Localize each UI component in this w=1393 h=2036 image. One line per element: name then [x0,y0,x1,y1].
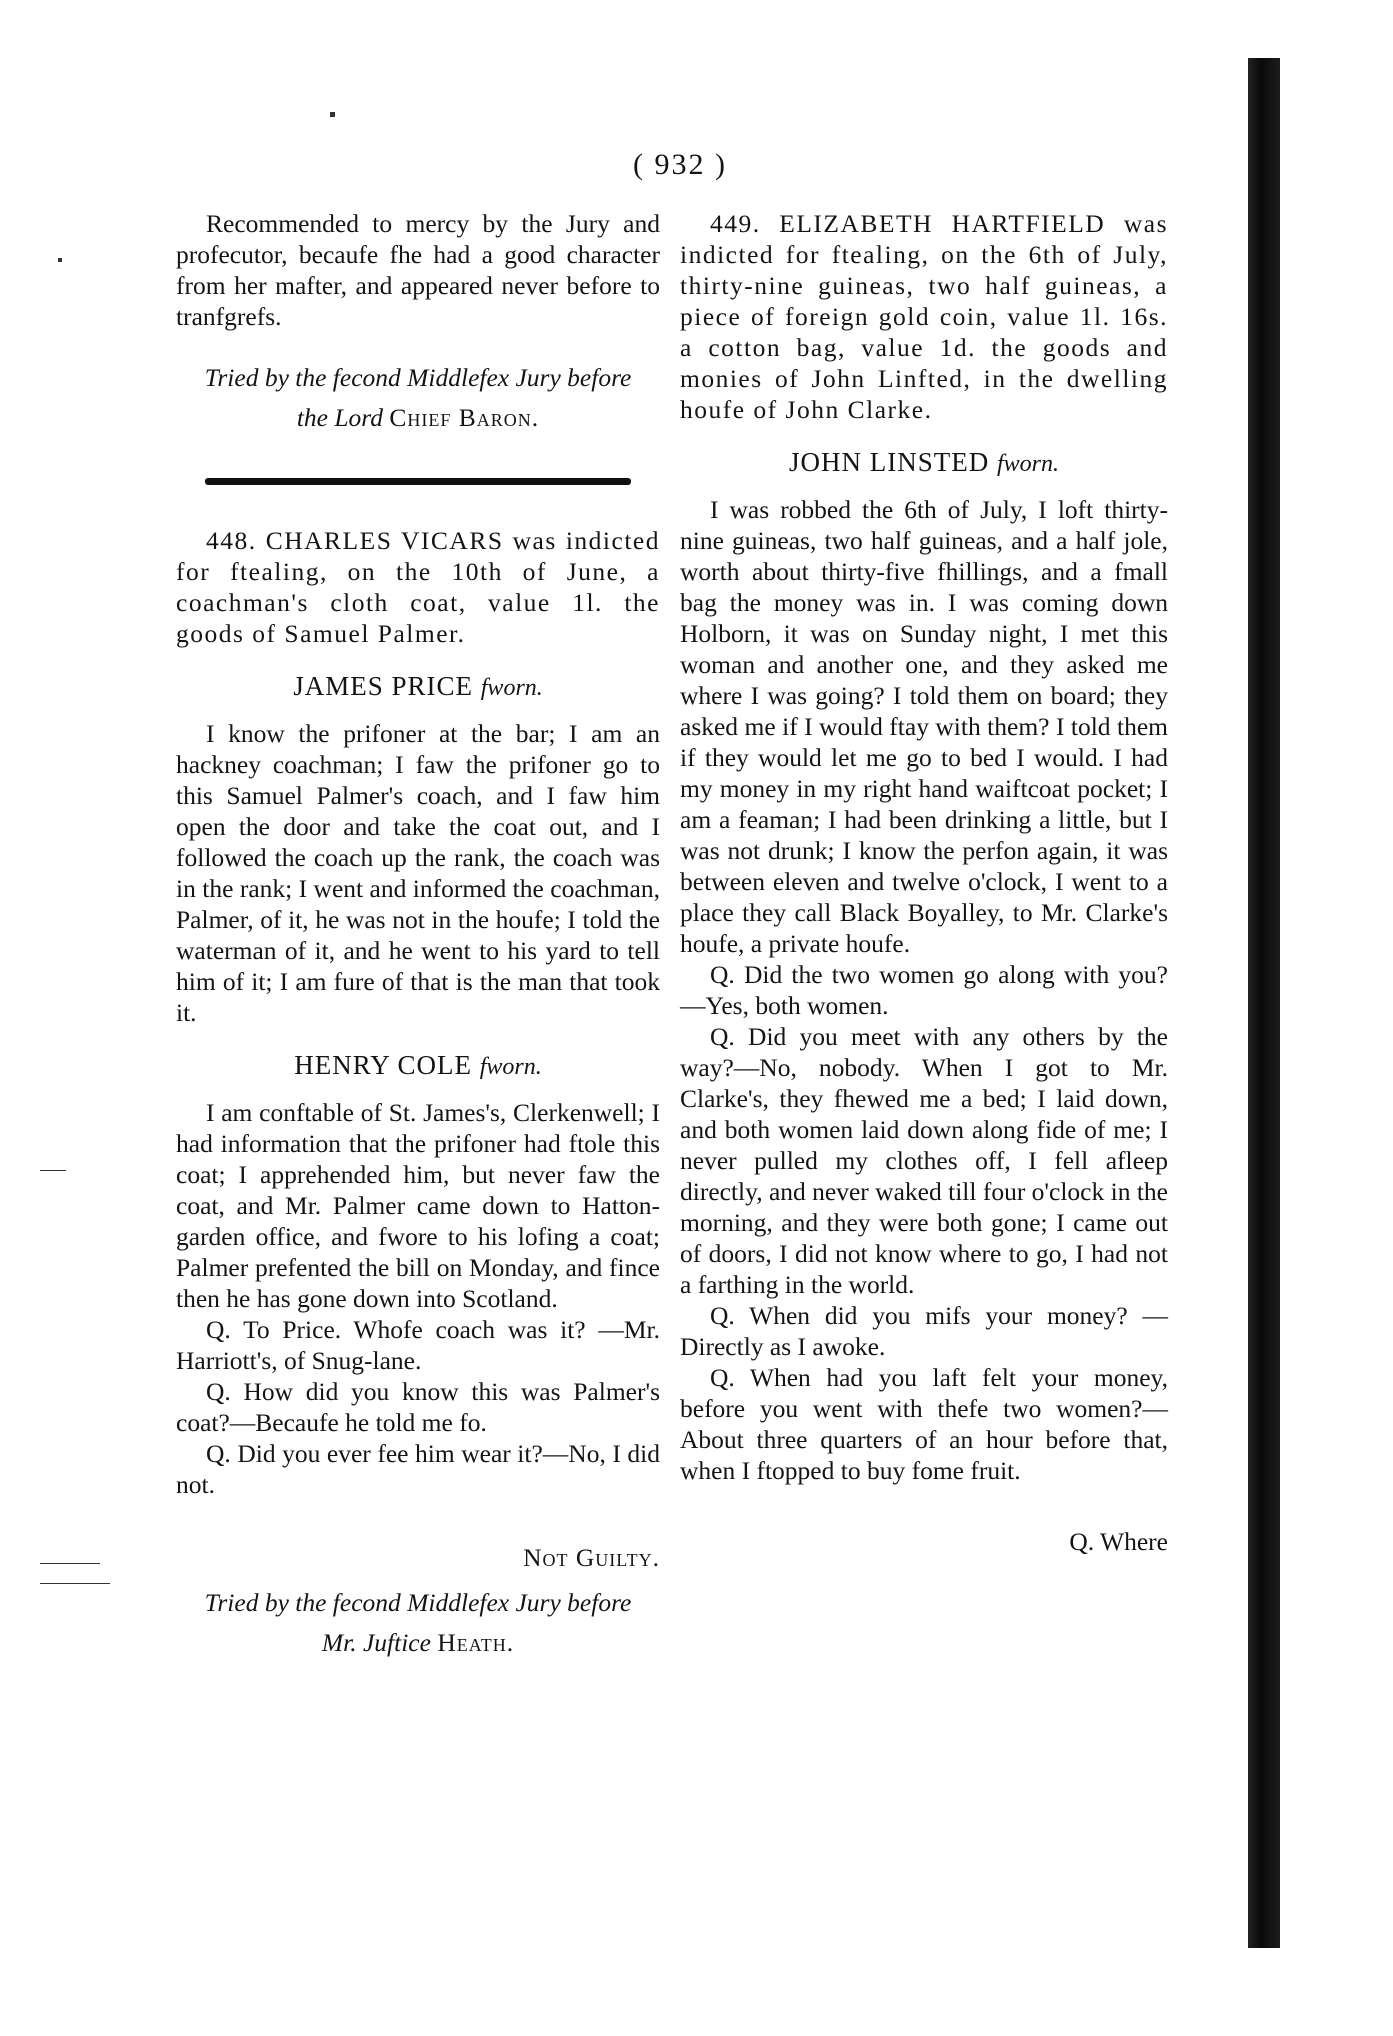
trial-note-2-prefix: Mr. Juftice [321,1628,431,1657]
case-448-indictment: 448. CHARLES VICARS was indicted for ftealing, on the 10th of June, a coachman's cloth coat, value 1l. the goods of Samuel Palmer. [176,526,660,648]
testimony-cole: I am conftable of St. James's, Clerkenwell; I had information that the prifoner had ftole this coat; I apprehended him, but never faw the coat, and Mr. Palmer came down to Hatton-garden office, and fwore to his lofing a coat; Palmer prefented the bill on Monday, and fince then he has gone down into Scotland. [176,1098,660,1313]
sworn-label: fworn. [996,451,1059,477]
catchword: Q. Where [1069,1527,1168,1556]
question-4: Q. When had you laft felt your money, before you went with thefe two women?— About three quarters of an hour before that, when I ftopped to buy fome fruit. [680,1363,1168,1485]
trial-note-1-line-1: Tried by the fecond Middlefex Jury before [204,363,632,392]
trial-note-2-line-2 [176,1623,660,1663]
margin-mark [40,1583,110,1584]
witness-heading-cole [176,1050,660,1083]
verdict: Not Guilty. [523,1543,660,1572]
ink-speck [58,258,62,262]
question-3: Q. Did you ever fee him wear it?—No, I did not. [176,1439,660,1499]
sworn-label: fworn. [479,1054,542,1080]
question-3: Q. When did you mifs your money? —Directly as I awoke. [680,1301,1168,1361]
page-number: ( 932 ) [633,148,727,181]
section-divider [205,478,631,485]
right-column [680,208,1168,1557]
case-449-indictment: 449. ELIZABETH HARTFIELD was indicted for ftealing, on the 6th of July, thirty-nine guineas, two half guineas, a piece of foreign gold coin, value 1l. 16s. a cotton bag, value 1d. the goods and monies of John Linfted, in the dwelling houfe of John Clarke. [680,209,1168,424]
left-column [176,208,660,1663]
witness-name-linsted: JOHN LINSTED [788,447,990,477]
ink-speck [330,112,335,117]
witness-name-cole: HENRY COLE [294,1050,472,1080]
trial-note-1-judge: Chief Baron. [389,403,540,432]
trial-note-2 [176,1583,660,1663]
testimony-linsted: I was robbed the 6th of July, I loft thirty-nine guineas, two half guineas, and a half jole, worth about thirty-five fhillings, and a fmall bag the money was in. I was coming down Holborn, it was on Sunday night, I met this woman and another one, and they asked me where I was going? I told them on board; they asked me if I would ftay with them? I told them if they would let me go to bed I would. I had my money in my right hand waiftcoat pocket; I am a feaman; I had been drinking a little, but I was not drunk; I know the perfon again, it was between eleven and twelve o'clock, I went to a place they call Black Boyalley, to Mr. Clarke's houfe, a private houfe. [680,495,1168,958]
trial-note-1-line-2 [176,398,660,438]
question-1: Q. Did the two women go along with you?—Yes, both women. [680,960,1168,1020]
sworn-label: fworn. [480,675,543,701]
witness-heading-linsted [680,447,1168,480]
recommendation-paragraph: Recommended to mercy by the Jury and profecutor, becaufe fhe had a good character from her mafter, and appeared never before to tranfgrefs. [176,209,660,331]
question-2: Q. How did you know this was Palmer's coat?—Becaufe he told me fo. [176,1377,660,1437]
trial-note-1-prefix: the Lord [296,403,384,432]
trial-note-2-line-1: Tried by the fecond Middlefex Jury before [204,1588,632,1617]
witness-name-price: JAMES PRICE [293,671,474,701]
margin-mark [40,1563,100,1564]
trial-note-1 [176,358,660,438]
question-2: Q. Did you meet with any others by the way?—No, nobody. When I got to Mr. Clarke's, they fhewed me a bed; I laid down, and both women laid down along fide of me; I never pulled my clothes off, I fell afleep directly, and never waked till four o'clock in the morning, and they were both gone; I came out of doors, I did not know where to go, I had not a farthing in the world. [680,1022,1168,1299]
testimony-price: I know the prifoner at the bar; I am an hackney coachman; I faw the prifoner go to this Samuel Palmer's coach, and I faw him open the door and take the coat out, and I followed the coach up the rank, the coach was in the rank; I went and informed the coachman, Palmer, of it, he was not in the houfe; I told the waterman of it, and he went to his yard to tell him of it; I am fure of that is the man that took it. [176,719,660,1027]
margin-mark [40,1170,66,1171]
witness-heading-price [176,671,660,704]
page-edge-binding [1248,58,1280,1948]
trial-note-2-judge: Heath. [437,1628,515,1657]
question-1: Q. To Price. Whofe coach was it? —Mr. Harriott's, of Snug-lane. [176,1315,660,1375]
